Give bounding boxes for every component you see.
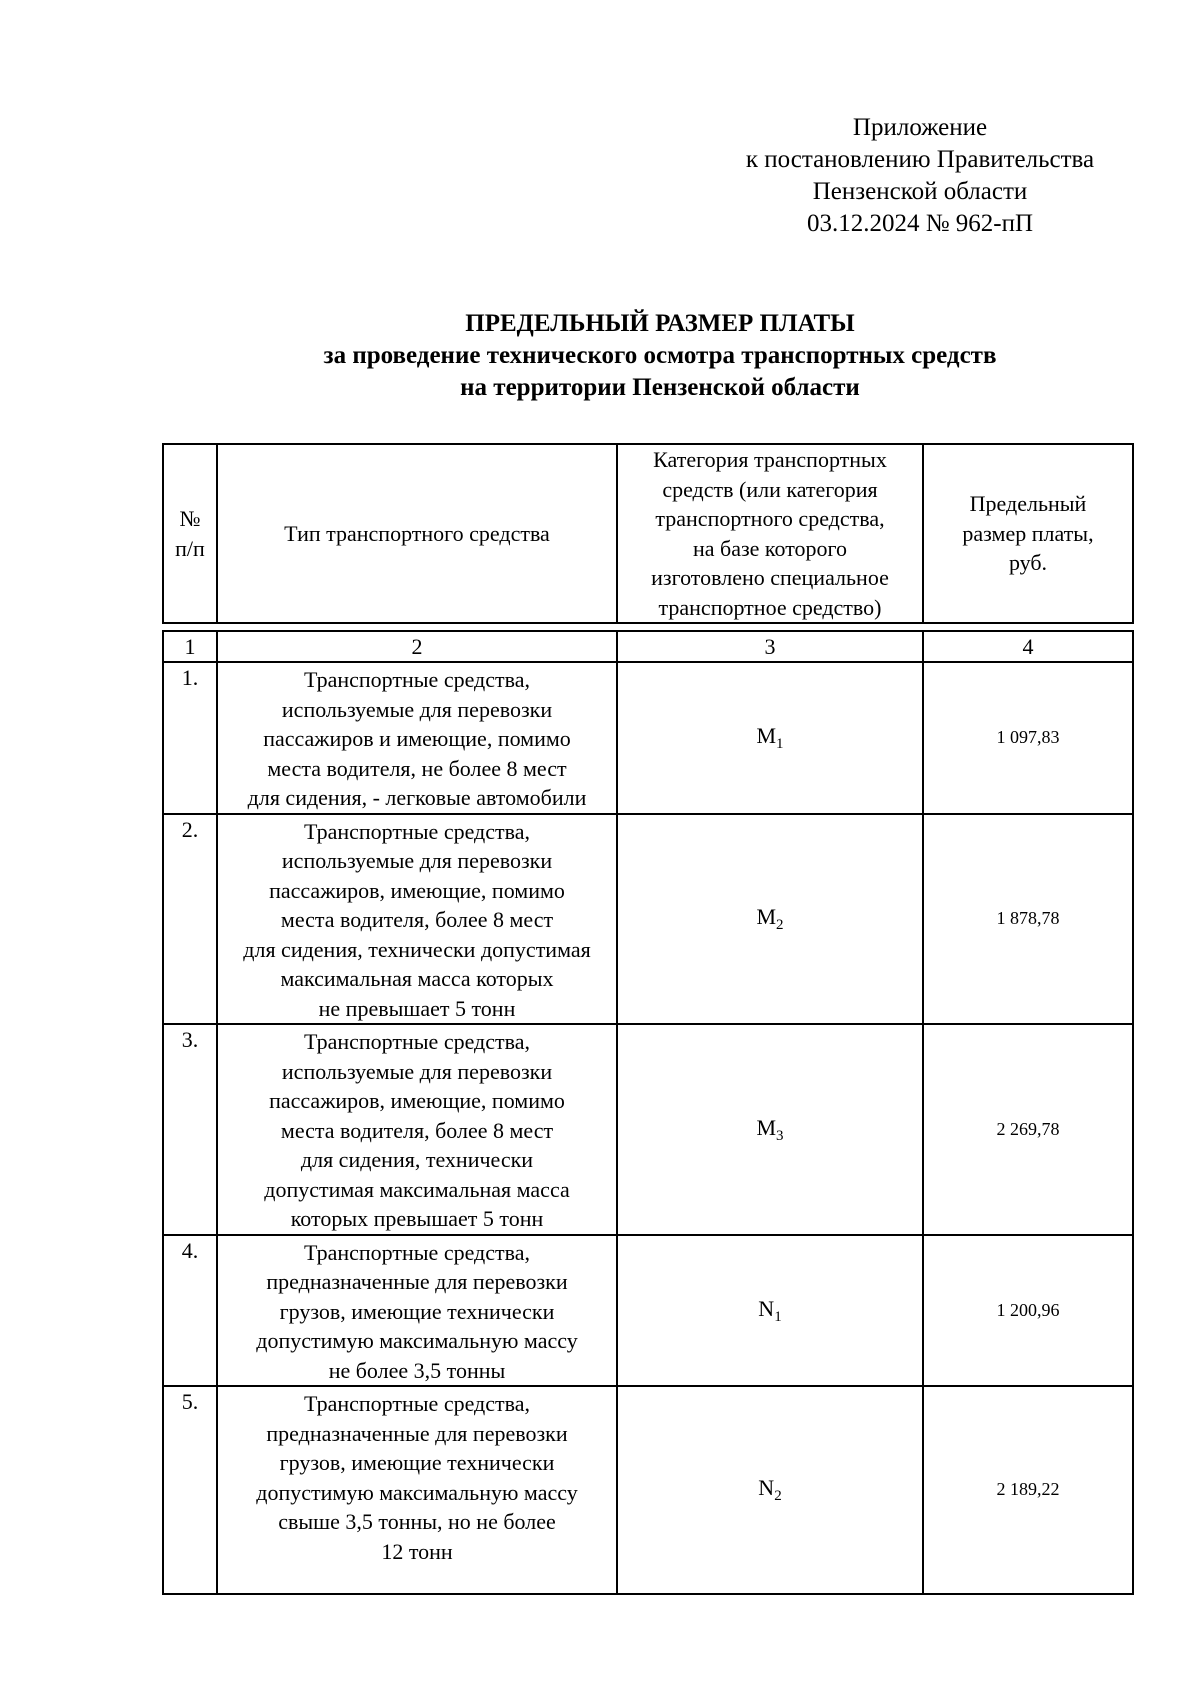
- row-number: 2.: [163, 814, 217, 1025]
- vehicle-type: [217, 1235, 617, 1387]
- table-row: [163, 1024, 1133, 1235]
- vehicle-type-line: свыше 3,5 тонны, но не более: [278, 1509, 556, 1534]
- header-separator: [163, 623, 1133, 631]
- row-number: 1.: [163, 662, 217, 814]
- column-number: 3: [617, 631, 923, 662]
- vehicle-type-line: используемые для перевозки: [281, 848, 553, 873]
- vehicle-type-line: пассажиров и имеющие, помимо: [263, 726, 571, 751]
- title-line: на территории Пензенской области: [460, 374, 860, 401]
- header-price-line: Предельный: [969, 491, 1087, 517]
- vehicle-type-line: грузов, имеющие технически: [279, 1450, 555, 1475]
- header-type-line: Тип транспортного средства: [284, 520, 550, 546]
- vehicle-type-line: не более 3,5 тонны: [328, 1357, 506, 1383]
- vehicle-type-line: Транспортные средства,: [304, 818, 530, 844]
- vehicle-category: [617, 1235, 923, 1387]
- vehicle-type-line: допустимую максимальную массу: [256, 1328, 578, 1353]
- category-subscript: 2: [774, 1488, 782, 1505]
- vehicle-type-line: не превышает 5 тонн: [318, 995, 516, 1021]
- vehicle-type-line: допустимая максимальная масса: [264, 1176, 570, 1202]
- vehicle-type-line: Транспортные средства,: [304, 1029, 530, 1054]
- vehicle-category: [617, 1386, 923, 1594]
- vehicle-type-line: для сидения, - легковые автомобили: [247, 785, 587, 810]
- vehicle-type-line: места водителя, не более 8 мест: [267, 755, 567, 781]
- header-category-line: Категория транспортных: [653, 447, 887, 472]
- fee-value: 1 097,83: [923, 662, 1133, 814]
- fee-value: 2 189,22: [923, 1386, 1133, 1594]
- title-line: ПРЕДЕЛЬНЫЙ РАЗМЕР ПЛАТЫ: [465, 310, 855, 337]
- category-subscript: 1: [774, 1308, 782, 1325]
- column-numbers-row: [163, 631, 1133, 662]
- header-category-line: изготовлено специальное: [651, 565, 889, 590]
- category-letter: M: [756, 904, 777, 929]
- category-letter: M: [756, 1114, 777, 1140]
- vehicle-category: [617, 662, 923, 814]
- category-subscript: 3: [776, 1127, 784, 1144]
- vehicle-type-line: предназначенные для перевозки: [266, 1269, 568, 1294]
- fee-value: 2 269,78: [923, 1024, 1133, 1235]
- vehicle-type-line: 12 тонн: [381, 1538, 453, 1564]
- header-category-line: транспортного средства,: [655, 506, 885, 531]
- header-price-line: руб.: [1008, 550, 1048, 576]
- category-letter: M: [756, 723, 777, 748]
- table-row: [163, 1235, 1133, 1387]
- vehicle-type-line: используемые для перевозки: [281, 696, 553, 722]
- header-row: [163, 444, 1133, 623]
- vehicle-type: [217, 1024, 617, 1235]
- vehicle-type-line: для сидения, технически: [300, 1147, 534, 1172]
- header-category: [617, 444, 923, 623]
- vehicle-type: [217, 662, 617, 814]
- header-price-line: размер платы,: [962, 520, 1094, 546]
- header-type: [217, 444, 617, 623]
- vehicle-type-line: используемые для перевозки: [281, 1058, 553, 1084]
- vehicle-type-line: Транспортные средства,: [304, 1391, 530, 1416]
- vehicle-type-line: места водителя, более 8 мест: [280, 907, 554, 932]
- vehicle-type: [217, 1386, 617, 1594]
- appendix-block: [690, 112, 1150, 240]
- document-title: [160, 308, 1160, 404]
- header-category-line: средств (или категория: [662, 476, 878, 502]
- table-row: [163, 1386, 1133, 1594]
- vehicle-type-line: предназначенные для перевозки: [266, 1420, 568, 1446]
- vehicle-type-line: грузов, имеющие технически: [279, 1298, 555, 1324]
- row-number: 3.: [163, 1024, 217, 1235]
- vehicle-type-line: допустимую максимальную массу: [256, 1479, 578, 1505]
- appendix-line: Приложение: [852, 114, 988, 141]
- appendix-line: Пензенской области: [812, 178, 1028, 205]
- header-category-line: на базе которого: [692, 535, 848, 561]
- vehicle-type-line: пассажиров, имеющие, помимо: [269, 1088, 565, 1113]
- vehicle-type-line: которых превышает 5 тонн: [290, 1206, 544, 1231]
- category-letter: N: [758, 1295, 775, 1321]
- vehicle-type-line: максимальная масса которых: [280, 966, 554, 991]
- header-category-line: транспортное средство): [658, 594, 882, 620]
- vehicle-category: [617, 1024, 923, 1235]
- category-subscript: 1: [776, 736, 784, 752]
- table-row: [163, 662, 1133, 814]
- header-price: [923, 444, 1133, 623]
- category-letter: N: [758, 1475, 775, 1501]
- column-number: 2: [217, 631, 617, 662]
- vehicle-category: [617, 814, 923, 1025]
- column-number: 1: [163, 631, 217, 662]
- appendix-date-number: 03.12.2024 № 962-пП: [806, 210, 1034, 237]
- vehicle-type-line: Транспортные средства,: [304, 667, 530, 692]
- vehicle-type-line: места водителя, более 8 мест: [280, 1117, 554, 1143]
- vehicle-type-line: Транспортные средства,: [304, 1239, 530, 1265]
- row-number: 5.: [163, 1386, 217, 1594]
- fee-table: [162, 443, 1134, 1595]
- table-row: [163, 814, 1133, 1025]
- vehicle-type: [217, 814, 617, 1025]
- header-num-line: №: [179, 506, 201, 531]
- row-number: 4.: [163, 1235, 217, 1387]
- vehicle-type-line: пассажиров, имеющие, помимо: [269, 877, 565, 903]
- title-line: за проведение технического осмотра транспортных средств: [323, 342, 997, 369]
- category-subscript: 2: [776, 917, 784, 933]
- separator-cell: [163, 623, 1133, 631]
- fee-value: 1 200,96: [923, 1235, 1133, 1387]
- header-num: [163, 444, 217, 623]
- header-num-line: п/п: [175, 535, 205, 561]
- appendix-line: к постановлению Правительства: [745, 146, 1095, 173]
- fee-value: 1 878,78: [923, 814, 1133, 1025]
- vehicle-type-line: для сидения, технически допустимая: [243, 936, 591, 962]
- column-number: 4: [923, 631, 1133, 662]
